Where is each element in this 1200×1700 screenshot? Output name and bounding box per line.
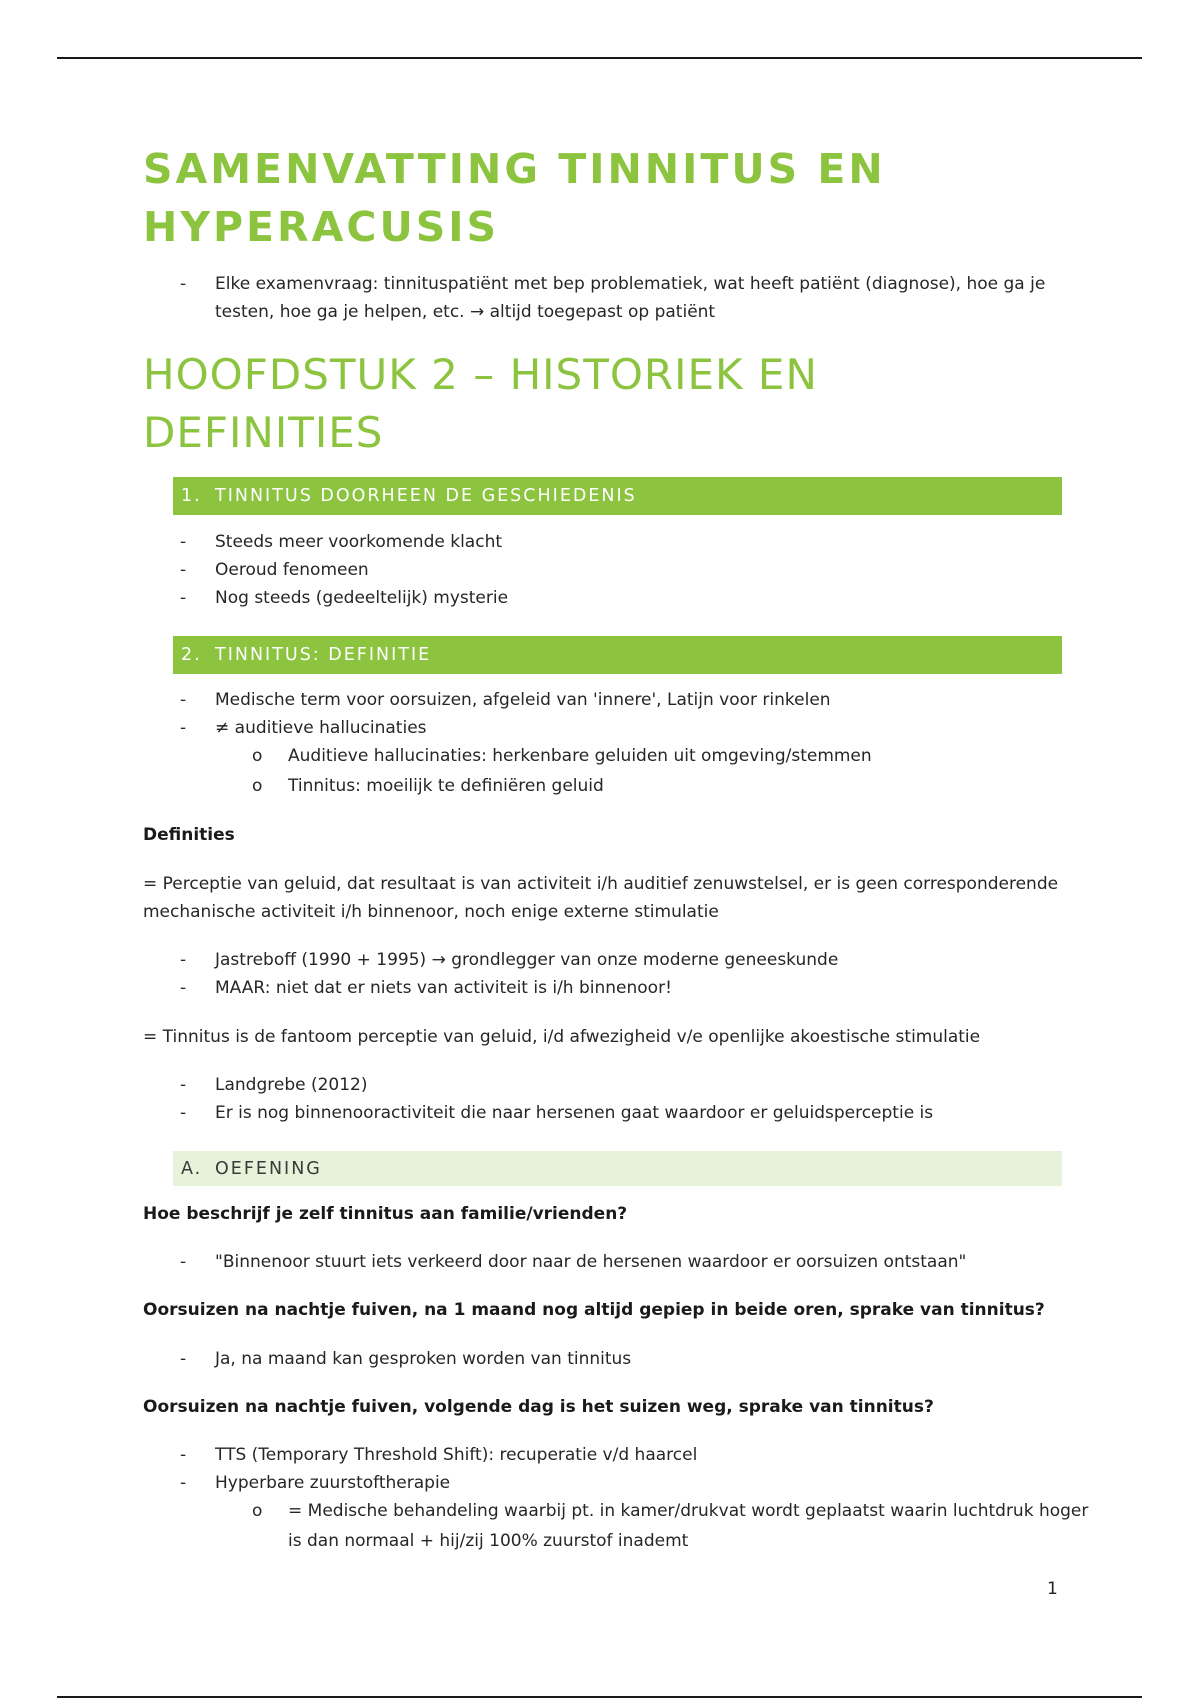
bullet-dash: - (180, 1103, 187, 1123)
list-item-text: Medische term voor oorsuizen, afgeleid van 'innere', Latijn voor rinkelen (215, 690, 831, 710)
bullet-dash: - (180, 588, 187, 608)
list-item-text: Landgrebe (2012) (215, 1075, 368, 1095)
definition-1-line1: = Perceptie van geluid, dat resultaat is van activiteit i/h auditief zenuwstelsel, er is geen corresponderende (143, 874, 1059, 894)
list-item-text: Jastreboff (1990 + 1995) → grondlegger van onze moderne geneeskunde (215, 950, 839, 970)
answer-2: Ja, na maand kan gesproken worden van tinnitus (215, 1349, 632, 1369)
list-item-text: Hyperbare zuurstoftherapie (215, 1473, 451, 1493)
intro-line1: Elke examenvraag: tinnituspatiënt met bep problematiek, wat heeft patiënt (diagnose), hoe ga je (215, 274, 1046, 294)
question-1: Hoe beschrijf je zelf tinnitus aan familie/vrienden? (143, 1204, 628, 1224)
chapter-title-line1: HOOFDSTUK 2 – HISTORIEK EN (143, 350, 818, 399)
bullet-dash: - (180, 560, 187, 580)
bullet-dash: - (180, 1445, 187, 1465)
bullet-circle: o (252, 776, 263, 796)
list-item-text: TTS (Temporary Threshold Shift): recuperatie v/d haarcel (215, 1445, 698, 1465)
document-title-line1: SAMENVATTING TINNITUS EN (143, 145, 886, 193)
bullet-dash: - (180, 532, 187, 552)
answer-1: "Binnenoor stuurt iets verkeerd door naar de hersenen waardoor er oorsuizen ontstaan" (215, 1252, 967, 1272)
subsection-number: A. (181, 1158, 203, 1179)
bottom-rule (57, 1696, 1142, 1698)
section-label: TINNITUS: DEFINITIE (215, 645, 432, 665)
list-item-text: Steeds meer voorkomende klacht (215, 532, 503, 552)
sub-list-item-text: Tinnitus: moeilijk te definiëren geluid (288, 776, 604, 796)
top-rule (57, 57, 1142, 59)
bullet-dash: - (180, 718, 187, 738)
definities-heading: Definities (143, 825, 235, 845)
bullet-dash: - (180, 950, 187, 970)
bullet-dash: - (180, 978, 187, 998)
bullet-dash: - (180, 1473, 187, 1493)
bullet-circle: o (252, 746, 263, 766)
subsection-label: OEFENING (215, 1158, 322, 1179)
list-item-text: Er is nog binnenooractiviteit die naar hersenen gaat waardoor er geluidsperceptie is (215, 1103, 934, 1123)
section-number: 1. (181, 486, 202, 506)
list-item-text: Oeroud fenomeen (215, 560, 369, 580)
list-item-text: ≠ auditieve hallucinaties (215, 718, 427, 738)
section-heading-1 (173, 477, 1062, 515)
sub-list-item-text: is dan normaal + hij/zij 100% zuurstof inademt (288, 1531, 689, 1551)
subsection-heading-a (173, 1151, 1062, 1186)
bullet-dash: - (180, 690, 187, 710)
sub-list-item-text: = Medische behandeling waarbij pt. in kamer/drukvat wordt geplaatst waarin luchtdruk hoger (288, 1501, 1089, 1521)
bullet-dash: - (180, 1252, 187, 1272)
section-number: 2. (181, 645, 202, 665)
question-2: Oorsuizen na nachtje fuiven, na 1 maand nog altijd gepiep in beide oren, sprake van tinnitus? (143, 1300, 1045, 1320)
bullet-circle: o (252, 1501, 263, 1521)
question-3: Oorsuizen na nachtje fuiven, volgende dag is het suizen weg, sprake van tinnitus? (143, 1397, 934, 1417)
page-number: 1 (1047, 1579, 1058, 1599)
section-heading-2 (173, 636, 1062, 674)
sub-list-item-text: Auditieve hallucinaties: herkenbare geluiden uit omgeving/stemmen (288, 746, 872, 766)
section-label: TINNITUS DOORHEEN DE GESCHIEDENIS (215, 486, 637, 506)
document-title-line2: HYPERACUSIS (143, 203, 500, 251)
intro-line2: testen, hoe ga je helpen, etc. → altijd toegepast op patiënt (215, 302, 716, 322)
bullet-dash: - (180, 274, 187, 294)
bullet-dash: - (180, 1349, 187, 1369)
definition-1-line2: mechanische activiteit i/h binnenoor, noch enige externe stimulatie (143, 902, 719, 922)
definition-2: = Tinnitus is de fantoom perceptie van geluid, i/d afwezigheid v/e openlijke akoestische stimulatie (143, 1027, 981, 1047)
bullet-dash: - (180, 1075, 187, 1095)
list-item-text: MAAR: niet dat er niets van activiteit is i/h binnenoor! (215, 978, 672, 998)
list-item-text: Nog steeds (gedeeltelijk) mysterie (215, 588, 509, 608)
chapter-title-line2: DEFINITIES (143, 408, 384, 457)
